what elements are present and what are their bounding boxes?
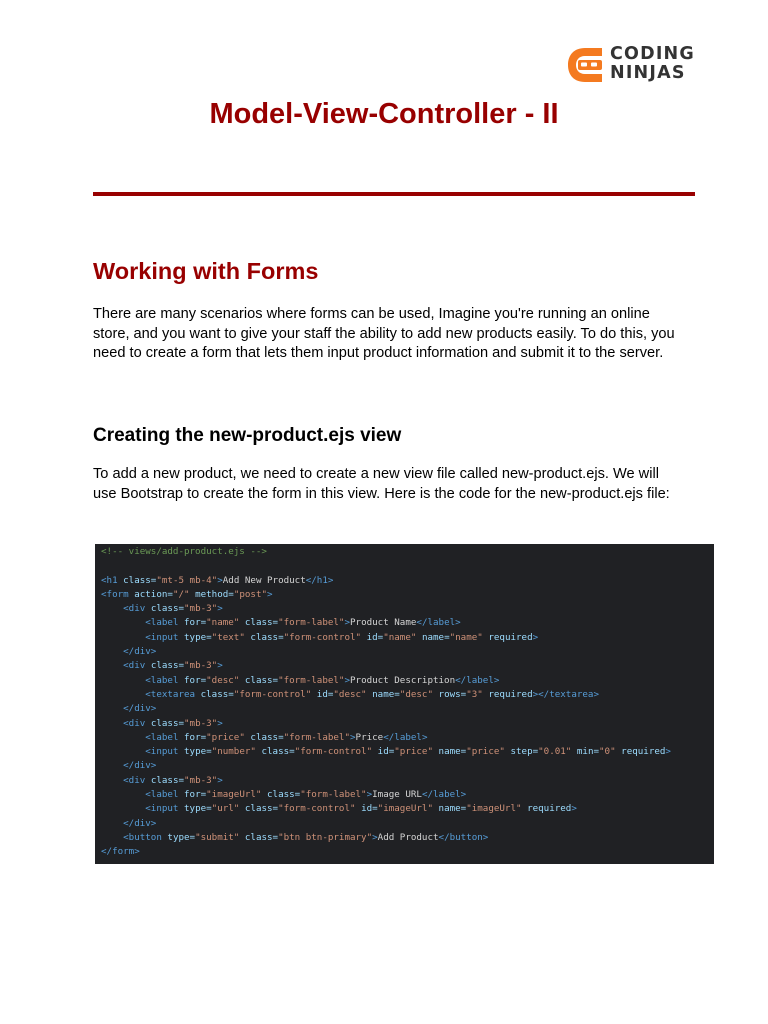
- code-line: [101, 688, 714, 702]
- code-line: [101, 831, 714, 845]
- code-token: class=: [150, 603, 185, 615]
- code-token: "name": [206, 617, 240, 629]
- code-block: [95, 544, 714, 864]
- code-token: step=: [504, 746, 539, 758]
- code-token: <input: [145, 631, 184, 643]
- code-line: [101, 802, 714, 816]
- code-token: "form-control": [233, 688, 312, 700]
- section-heading: Working with Forms: [93, 258, 319, 284]
- code-token: method=: [189, 588, 234, 600]
- title-divider: [93, 192, 695, 196]
- code-token: name=: [433, 803, 467, 815]
- code-line: [101, 759, 714, 773]
- code-token: >: [217, 574, 223, 586]
- code-token: <div: [123, 774, 151, 786]
- code-token: "mb-3": [184, 660, 218, 672]
- code-token: </div>: [123, 646, 157, 658]
- section-intro-paragraph: There are many scenarios where forms can be used, Imagine you're running an online store, and you want to give your staff the ability to add new products easily. To do this, you need to create a form that lets them input product information and submit it to the server.: [93, 306, 675, 362]
- code-token: "/": [172, 588, 190, 600]
- code-token: [101, 632, 145, 643]
- code-token: type=: [184, 746, 212, 758]
- code-line: [101, 616, 714, 630]
- code-line: [101, 774, 714, 788]
- code-token: "imageUrl": [466, 803, 522, 815]
- code-token: "btn btn-primary": [278, 831, 373, 843]
- code-token: >: [344, 674, 351, 686]
- code-token: "form-label": [278, 617, 345, 629]
- logo-line-1: CODING: [610, 44, 695, 64]
- coding-ninjas-logo: [568, 45, 708, 85]
- code-token: <label: [145, 617, 184, 629]
- code-token: [101, 660, 123, 671]
- code-token: <label: [145, 731, 184, 743]
- code-token: required: [482, 688, 533, 700]
- ninja-logo-icon: [568, 48, 604, 82]
- code-token: "imageUrl": [377, 803, 433, 815]
- code-token: class=: [244, 631, 284, 643]
- code-token: "mb-3": [184, 717, 218, 729]
- code-line: [101, 602, 714, 616]
- code-token: class=: [255, 746, 295, 758]
- code-token: <input: [145, 803, 184, 815]
- code-token: >: [366, 789, 373, 801]
- code-token: "0.01": [538, 746, 572, 758]
- code-token: class=: [244, 731, 284, 743]
- code-token: [101, 689, 145, 700]
- code-token: class=: [239, 674, 279, 686]
- code-token: class=: [261, 789, 301, 801]
- code-token: [101, 775, 123, 786]
- code-token: <label: [145, 674, 184, 686]
- code-token: <h1: [101, 574, 124, 586]
- code-token: name=: [366, 688, 400, 700]
- code-token: "post": [233, 588, 268, 600]
- code-token: "desc": [206, 674, 240, 686]
- code-token: >: [217, 774, 223, 786]
- code-token: "mb-3": [184, 774, 218, 786]
- code-token: type=: [167, 831, 196, 843]
- code-token: [101, 760, 123, 771]
- code-line: [101, 788, 714, 802]
- code-token: "price": [394, 746, 433, 758]
- code-token: [101, 746, 145, 757]
- code-token: class=: [239, 803, 279, 815]
- code-line: [101, 631, 714, 645]
- code-token: [101, 789, 145, 800]
- code-line: [101, 717, 714, 731]
- code-token: Price: [355, 731, 384, 743]
- code-line: [101, 731, 714, 745]
- code-line: [101, 845, 714, 859]
- code-token: </label>: [416, 617, 461, 629]
- code-token: [101, 818, 123, 829]
- logo-line-2: NINJAS: [610, 63, 686, 83]
- code-token: type=: [184, 803, 212, 815]
- code-token: <button: [123, 831, 168, 843]
- subsection-heading: Creating the new-product.ejs view: [93, 425, 402, 446]
- code-token: "desc": [333, 688, 367, 700]
- code-token: [101, 832, 123, 843]
- code-token: <textarea: [145, 688, 201, 700]
- code-line: [101, 674, 714, 688]
- code-token: >: [267, 588, 273, 600]
- code-line: [101, 659, 714, 673]
- code-token: id=: [311, 688, 334, 700]
- code-token: <form: [101, 588, 135, 600]
- code-token: Product Description: [350, 674, 456, 686]
- code-token: name=: [416, 631, 450, 643]
- code-token: <label: [145, 789, 184, 801]
- subsection-intro-paragraph: To add a new product, we need to create a new view file called new-product.ejs. We will use Bootstrap to create the form in this view. Here is the code for the new-product.ejs file:: [93, 466, 670, 502]
- code-token: Add Product: [377, 831, 439, 843]
- code-token: for=: [184, 731, 207, 743]
- code-token: "imageUrl": [206, 789, 262, 801]
- code-token: required: [482, 631, 533, 643]
- code-token: >: [571, 803, 577, 815]
- code-token: min=: [571, 746, 600, 758]
- code-token: </label>: [421, 789, 467, 801]
- code-token: </div>: [123, 703, 157, 715]
- code-token: <div: [123, 603, 151, 615]
- code-token: rows=: [433, 688, 467, 700]
- code-token: class=: [239, 617, 279, 629]
- code-token: >: [350, 731, 356, 743]
- code-token: "form-label": [300, 789, 367, 801]
- code-token: "0": [599, 746, 616, 758]
- code-token: class=: [150, 717, 185, 729]
- code-token: Product Name: [350, 617, 417, 629]
- code-token: "url": [211, 803, 240, 815]
- code-token: <!-- views/add-product.ejs -->: [101, 546, 267, 557]
- code-token: id=: [361, 631, 384, 643]
- code-token: </label>: [383, 731, 428, 743]
- code-token: name=: [433, 746, 467, 758]
- code-line: [101, 559, 714, 573]
- code-line: [101, 745, 714, 759]
- code-token: </label>: [455, 674, 500, 686]
- code-line: [101, 545, 714, 559]
- code-line: [101, 702, 714, 716]
- code-token: Image URL: [372, 789, 422, 801]
- code-token: "form-control": [294, 746, 373, 758]
- code-token: class=: [123, 574, 157, 586]
- code-token: required: [521, 803, 572, 815]
- code-token: [101, 617, 145, 628]
- code-token: "mt-5 mb-4": [156, 574, 218, 586]
- code-token: "name": [449, 631, 483, 643]
- code-token: "price": [466, 746, 505, 758]
- code-line: [101, 817, 714, 831]
- code-token: [101, 703, 123, 714]
- code-token: [101, 675, 145, 686]
- code-token: "3": [466, 688, 483, 700]
- code-token: class=: [239, 831, 279, 843]
- code-token: <div: [123, 660, 151, 672]
- code-token: >: [344, 617, 351, 629]
- code-token: "form-label": [283, 731, 350, 743]
- code-token: "mb-3": [184, 603, 218, 615]
- code-token: Add New Product: [222, 574, 306, 586]
- code-token: id=: [372, 746, 395, 758]
- code-token: "text": [211, 631, 245, 643]
- code-token: action=: [134, 588, 173, 600]
- code-token: id=: [355, 803, 378, 815]
- code-token: for=: [184, 617, 207, 629]
- code-token: type=: [184, 631, 212, 643]
- code-token: "form-control": [278, 803, 356, 815]
- code-token: "number": [211, 746, 256, 758]
- code-token: "price": [206, 731, 245, 743]
- code-token: for=: [184, 674, 207, 686]
- code-token: [101, 646, 123, 657]
- code-token: >: [372, 831, 378, 843]
- code-token: required: [615, 746, 666, 758]
- code-token: </div>: [123, 760, 157, 772]
- code-token: [101, 718, 123, 729]
- code-token: class=: [150, 774, 185, 786]
- code-token: >: [217, 603, 223, 615]
- code-token: class=: [200, 688, 234, 700]
- code-line: [101, 588, 714, 602]
- logo-wordmark: [610, 45, 695, 83]
- code-token: >: [217, 660, 223, 672]
- code-token: "form-label": [278, 674, 345, 686]
- code-line: [101, 574, 714, 588]
- code-token: <input: [145, 746, 184, 758]
- code-token: "form-control": [283, 631, 362, 643]
- code-token: class=: [150, 660, 185, 672]
- code-token: >: [665, 746, 671, 758]
- code-token: </button>: [438, 831, 489, 843]
- code-token: <div: [123, 717, 151, 729]
- code-token: "name": [383, 631, 417, 643]
- code-token: ></textarea>: [532, 688, 599, 700]
- code-token: </form>: [101, 846, 140, 858]
- code-token: for=: [184, 789, 207, 801]
- code-token: [101, 732, 145, 743]
- page-title: Model-View-Controller - II: [209, 98, 559, 130]
- code-token: >: [532, 631, 539, 643]
- code-token: </div>: [123, 817, 157, 829]
- code-token: [101, 803, 145, 814]
- code-token: </h1>: [305, 574, 334, 586]
- code-token: "desc": [399, 688, 433, 700]
- code-token: >: [217, 717, 223, 729]
- code-line: [101, 645, 714, 659]
- code-token: "submit": [195, 831, 240, 843]
- code-token: [101, 603, 123, 614]
